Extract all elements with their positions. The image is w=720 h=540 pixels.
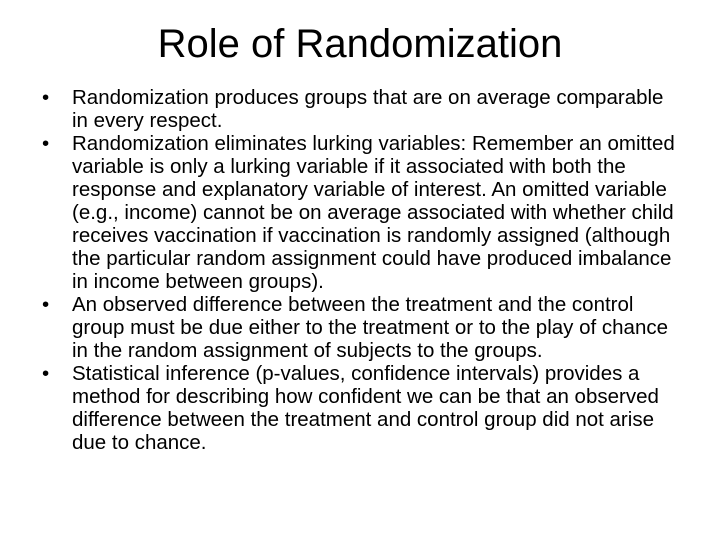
bullet-point-icon: • xyxy=(42,86,50,109)
bullet-text: Randomization produces groups that are on average comparable in every respect. xyxy=(72,86,664,132)
bullet-item-statistical-inference xyxy=(42,362,682,454)
bullet-point-icon: • xyxy=(42,132,50,155)
bullet-text: Statistical inference (p-values, confidence intervals) provides a method for describing how confident we can be that an observed difference between the treatment and control group did not arise due to chance. xyxy=(72,362,659,454)
bullet-item-randomization-comparable xyxy=(42,86,682,132)
bullet-point-icon: • xyxy=(42,362,50,385)
bullet-text: Randomization eliminates lurking variables: Remember an omitted variable is only a lurking variable if it associated with both the response and explanatory variable of interest. An omitted variable (e.g., income) cannot be on average associated with whether child receives vaccination if vaccination is randomly assigned (although the particular random assignment could have produced imbalance in income between groups). xyxy=(72,132,675,293)
slide-title: Role of Randomization xyxy=(157,22,563,66)
bullet-item-lurking-variables xyxy=(42,132,682,293)
bullet-list xyxy=(42,86,682,454)
bullet-point-icon: • xyxy=(42,293,50,316)
bullet-text: An observed difference between the treatment and the control group must be due either to the treatment or to the play of chance in the random assignment of subjects to the groups. xyxy=(72,293,669,362)
bullet-item-observed-difference xyxy=(42,293,682,362)
